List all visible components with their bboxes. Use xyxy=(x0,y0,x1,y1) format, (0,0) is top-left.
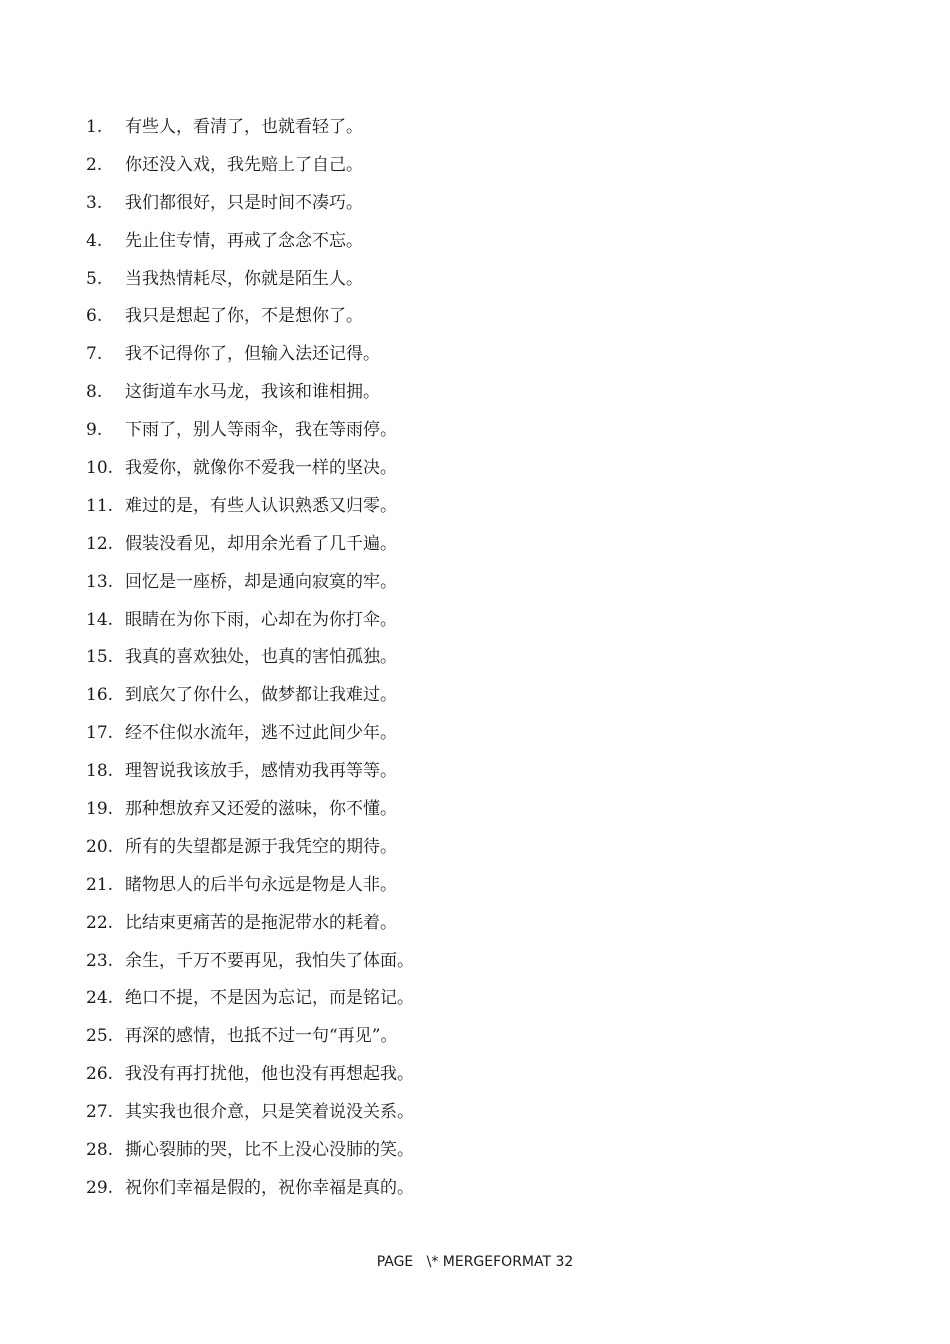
item-text: 下雨了，别人等雨伞，我在等雨停。 xyxy=(125,420,397,441)
item-number: 7. xyxy=(86,344,103,365)
page-footer: PAGE \* MERGEFORMAT 32 xyxy=(376,1254,574,1270)
item-number: 23. xyxy=(86,950,114,971)
list-item xyxy=(86,677,414,715)
item-number: 6. xyxy=(86,306,103,327)
item-number: 3. xyxy=(86,192,103,213)
list-item xyxy=(86,185,414,223)
item-text: 我真的喜欢独处，也真的害怕孤独。 xyxy=(125,647,397,668)
item-text: 难过的是，有些人认识熟悉又归零。 xyxy=(125,495,397,516)
list-item xyxy=(86,829,414,867)
numbered-quote-list xyxy=(86,109,414,1208)
list-item xyxy=(86,867,414,905)
item-number: 25. xyxy=(86,1026,114,1047)
item-text: 那种想放弃又还爱的滋味，你不懂。 xyxy=(125,799,397,820)
item-number: 18. xyxy=(86,761,114,782)
item-number: 21. xyxy=(86,874,114,895)
item-number: 13. xyxy=(86,571,114,592)
item-number: 22. xyxy=(86,912,114,933)
item-text: 这街道车水马龙，我该和谁相拥。 xyxy=(125,382,380,403)
item-number: 12. xyxy=(86,533,114,554)
list-item xyxy=(86,147,414,185)
item-number: 11. xyxy=(86,495,114,516)
item-text: 有些人，看清了，也就看轻了。 xyxy=(125,117,363,137)
item-number: 20. xyxy=(86,836,114,857)
list-item xyxy=(86,298,414,336)
list-item xyxy=(86,488,414,526)
list-item xyxy=(86,980,414,1018)
item-text: 睹物思人的后半句永远是物是人非。 xyxy=(125,874,397,895)
list-item xyxy=(86,1094,414,1132)
item-text: 所有的失望都是源于我凭空的期待。 xyxy=(125,836,397,857)
item-number: 29. xyxy=(86,1177,114,1198)
list-item xyxy=(86,261,414,299)
item-number: 19. xyxy=(86,799,114,820)
item-number: 24. xyxy=(86,988,114,1009)
list-item xyxy=(86,639,414,677)
item-text: 经不住似水流年，逃不过此间少年。 xyxy=(125,723,397,744)
list-item xyxy=(86,943,414,981)
item-text: 再深的感情，也抵不过一句“再见”。 xyxy=(125,1026,398,1047)
item-text: 我们都很好，只是时间不凑巧。 xyxy=(125,192,363,213)
list-item xyxy=(86,336,414,374)
item-number: 2. xyxy=(86,154,103,175)
list-item xyxy=(86,564,414,602)
item-text: 祝你们幸福是假的，祝你幸福是真的。 xyxy=(125,1177,414,1198)
item-text: 先止住专情，再戒了念念不忘。 xyxy=(125,230,363,251)
list-item xyxy=(86,791,414,829)
list-item xyxy=(86,905,414,943)
list-item xyxy=(86,412,414,450)
list-item xyxy=(86,1170,414,1208)
item-text: 我爱你，就像你不爱我一样的坚决。 xyxy=(125,458,397,479)
list-item xyxy=(86,753,414,791)
list-item xyxy=(86,450,414,488)
list-item xyxy=(86,715,414,753)
item-number: 17. xyxy=(86,723,114,744)
item-number: 28. xyxy=(86,1140,114,1161)
list-item xyxy=(86,109,414,147)
item-number: 26. xyxy=(86,1064,114,1085)
item-text: 撕心裂肺的哭，比不上没心没肺的笑。 xyxy=(125,1140,414,1161)
item-text: 假装没看见，却用余光看了几千遍。 xyxy=(125,533,397,554)
item-number: 4. xyxy=(86,230,103,251)
item-number: 16. xyxy=(86,685,114,706)
item-text: 其实我也很介意，只是笑着说没关系。 xyxy=(125,1102,414,1123)
item-number: 8. xyxy=(86,382,103,403)
list-item xyxy=(86,526,414,564)
list-item xyxy=(86,1018,414,1056)
item-number: 15. xyxy=(86,647,114,668)
list-item xyxy=(86,1056,414,1094)
item-number: 1. xyxy=(86,117,103,137)
item-number: 5. xyxy=(86,268,103,289)
item-text: 到底欠了你什么，做梦都让我难过。 xyxy=(125,685,397,706)
item-text: 我没有再打扰他，他也没有再想起我。 xyxy=(125,1064,414,1085)
item-text: 我只是想起了你，不是想你了。 xyxy=(125,306,363,327)
item-text: 你还没入戏，我先赔上了自己。 xyxy=(125,154,363,175)
item-text: 比结束更痛苦的是拖泥带水的耗着。 xyxy=(125,912,397,933)
item-number: 10. xyxy=(86,458,114,479)
item-text: 当我热情耗尽，你就是陌生人。 xyxy=(125,268,363,289)
item-text: 理智说我该放手，感情劝我再等等。 xyxy=(125,761,397,782)
item-number: 27. xyxy=(86,1102,114,1123)
list-item xyxy=(86,602,414,640)
item-text: 绝口不提，不是因为忘记，而是铭记。 xyxy=(125,988,414,1009)
item-number: 14. xyxy=(86,609,114,630)
list-item xyxy=(86,223,414,261)
list-item xyxy=(86,1132,414,1170)
item-text: 回忆是一座桥，却是通向寂寞的牢。 xyxy=(125,571,397,592)
list-item xyxy=(86,374,414,412)
item-text: 眼睛在为你下雨，心却在为你打伞。 xyxy=(125,609,397,630)
item-number: 9. xyxy=(86,420,103,441)
item-text: 余生，千万不要再见，我怕失了体面。 xyxy=(125,950,414,971)
item-text: 我不记得你了，但输入法还记得。 xyxy=(125,344,380,365)
